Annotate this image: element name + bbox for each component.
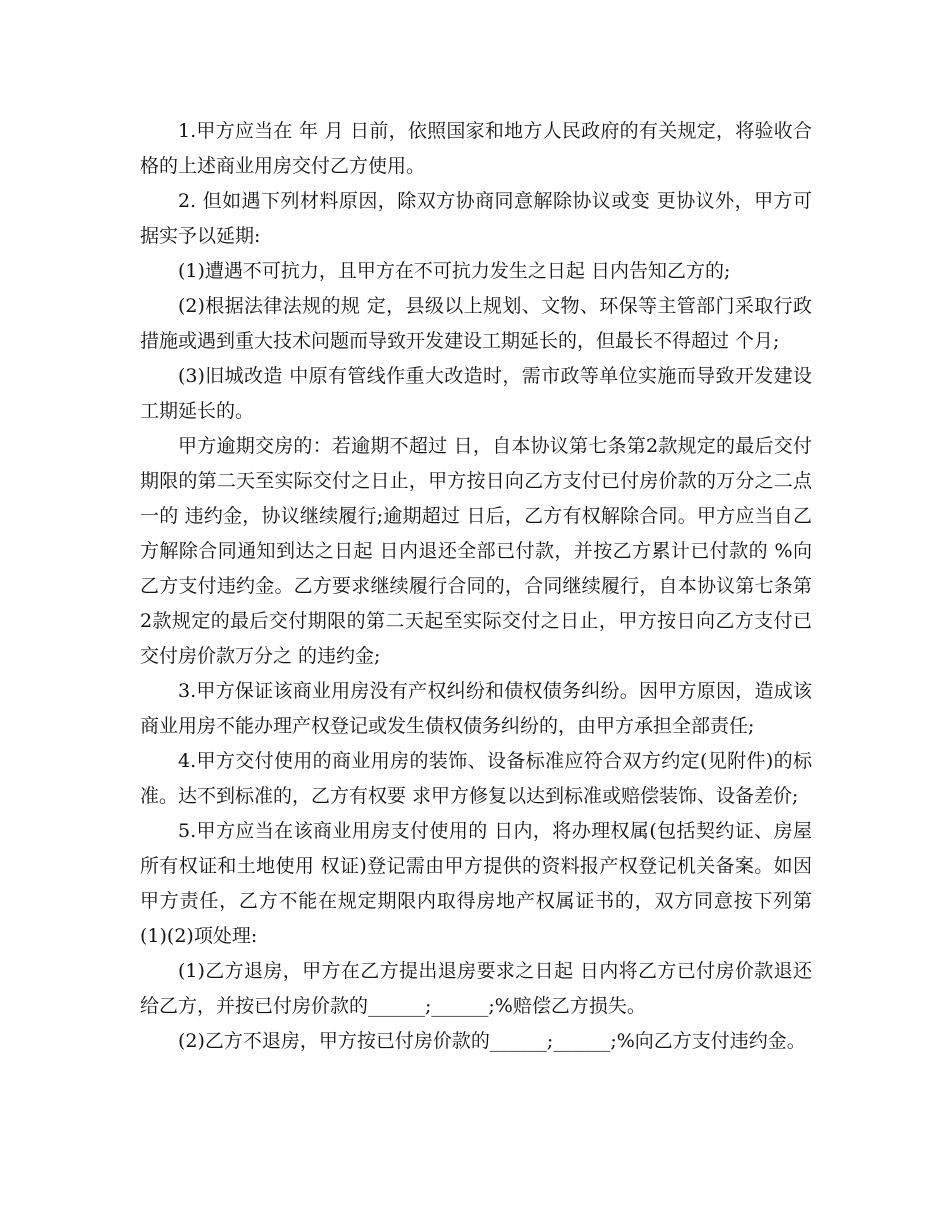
paragraph-penalty-option: (2)乙方不退房，甲方按已付房价款的______;______;%向乙方支付违约金。 [178, 1030, 806, 1052]
paragraph-regulatory-delay: (2)根据法律法规的规 定，县级以上规划、文物、环保等主管部门采取行政措施或遇到重大技术问题而导致开发建设工期延长的，但最长不得超过 个月; [140, 295, 812, 352]
document-body [140, 114, 819, 1059]
paragraph-refund-option: (1)乙方退房，甲方在乙方提出退房要求之日起 日内将乙方已付房价款退还给乙方，并按已付房价款的______;______;%赔偿乙方损失。 [140, 960, 812, 1017]
paragraph-registration: 5.甲方应当在该商业用房支付使用的 日内，将办理权属(包括契约证、房屋所有权证和土地使用 权证)登记需由甲方提供的资料报产权登记机关备案。如因甲方责任，乙方不能在规定期限内取得房地产权属证书的，双方同意按下列第(1)(2)项处理: [140, 820, 812, 947]
paragraph-late-delivery: 甲方逾期交房的：若逾期不超过 日，自本协议第七条第2款规定的最后交付期限的第二天至实际交付之日止，甲方按日向乙方支付已付房价款的万分之二点一的 违约金，协议继续履行;逾期超过 日后，乙方有权解除合同。甲方应当自乙方解除合同通知到达之日起 日内退还全部已付款，并按乙方累计已付款的 %向乙方支付违约金。乙方要求继续履行合同的，合同继续履行，自本协议第七条第2款规定的最后交付期限的第二天起至实际交付之日止，甲方按日向乙方支付已 交付房价款万分之 的违约金; [140, 435, 819, 667]
paragraph-extension-reasons: 2. 但如遇下列材料原因，除双方协商同意解除协议或变 更协议外，甲方可据实予以延期: [140, 190, 812, 247]
paragraph-renovation-delay: (3)旧城改造 中原有管线作重大改造时，需市政等单位实施而导致开发建设工期延长的。 [140, 365, 812, 422]
paragraph-title-guarantee: 3.甲方保证该商业用房没有产权纠纷和债权债务纠纷。因甲方原因，造成该商业用房不能办理产权登记或发生债权债务纠纷的，由甲方承担全部责任; [140, 680, 812, 737]
paragraph-decoration-standard: 4.甲方交付使用的商业用房的装饰、设备标准应符合双方约定(见附件)的标准。达不到标准的，乙方有权要 求甲方修复以达到标准或赔偿装饰、设备差价; [140, 750, 812, 807]
paragraph-delivery-date: 1.甲方应当在 年 月 日前，依照国家和地方人民政府的有关规定，将验收合格的上述商业用房交付乙方使用。 [140, 120, 812, 177]
paragraph-force-majeure: (1)遭遇不可抗力，且甲方在不可抗力发生之日起 日内告知乙方的; [178, 260, 731, 282]
